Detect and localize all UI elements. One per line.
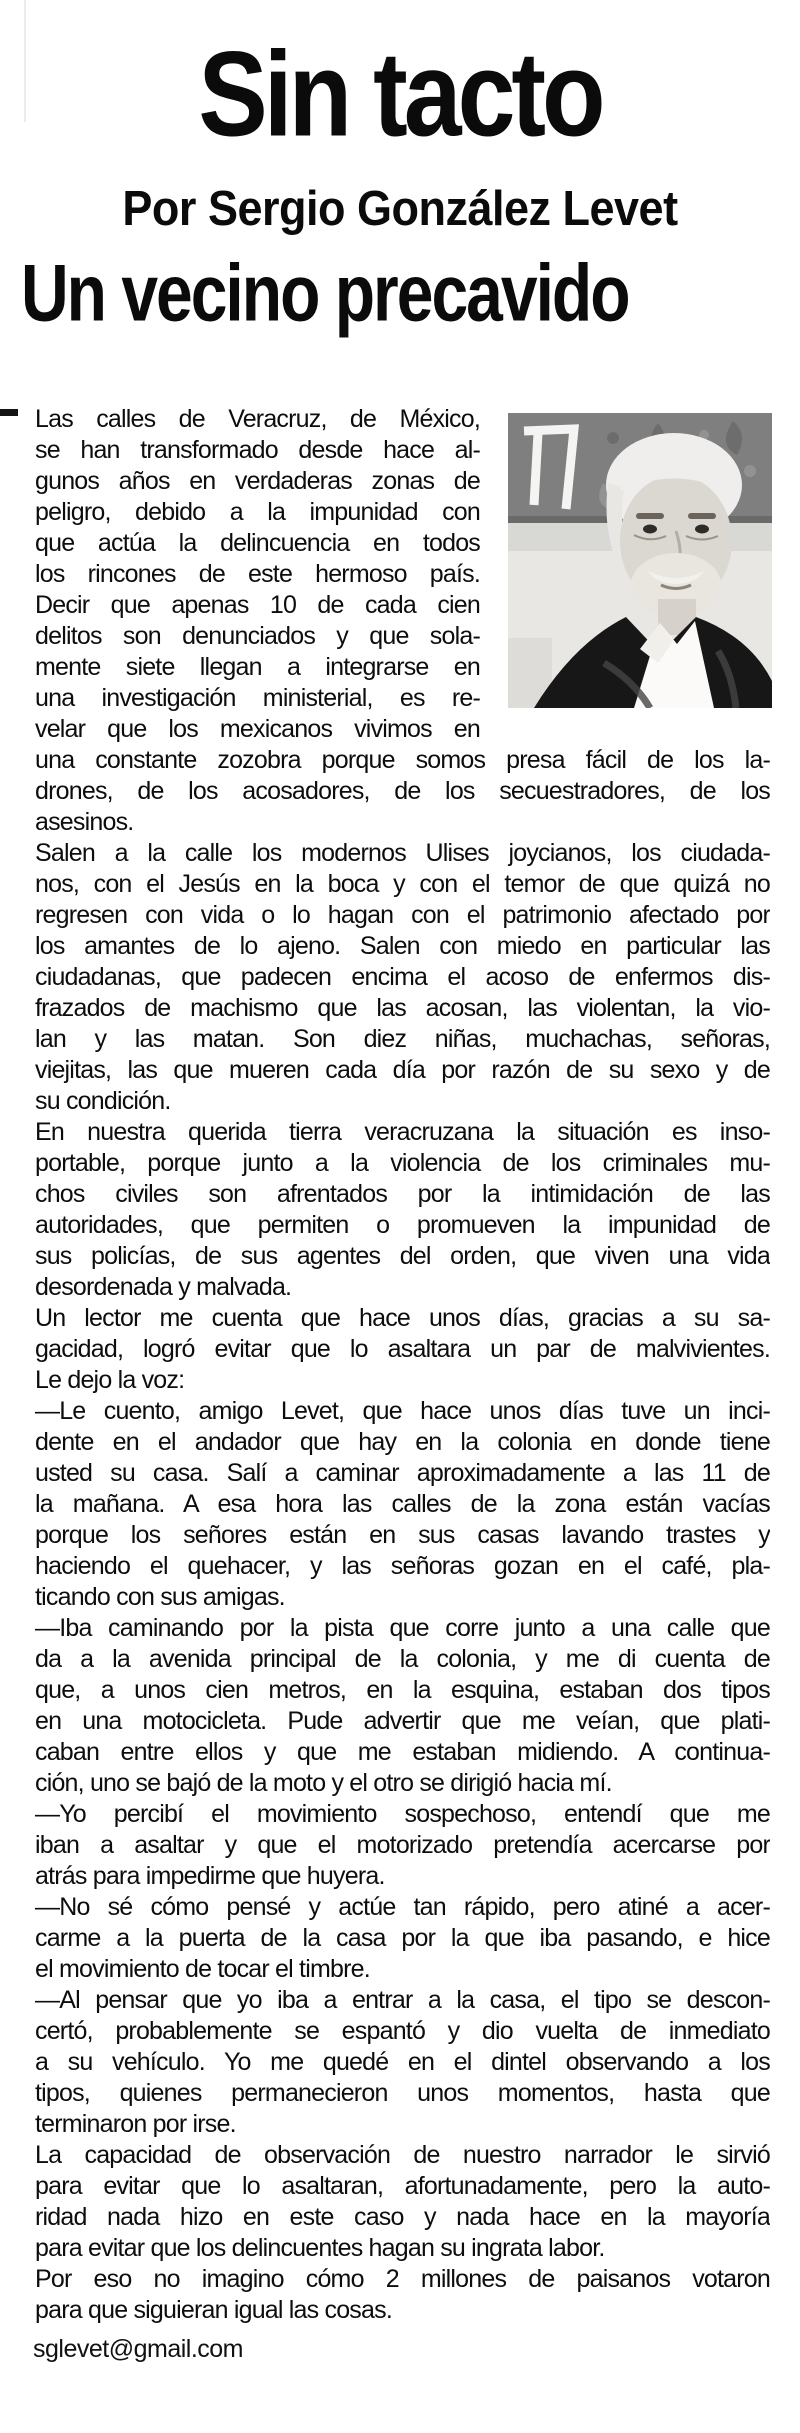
text-line: tipos, quienes permanecieron unos momentos, hasta que <box>35 2079 770 2107</box>
text-line: para que siguieran igual las cosas. <box>35 2296 392 2324</box>
text-line: la mañana. A esa hora las calles de la zona están vacías <box>35 1490 770 1518</box>
left-eyebrow <box>636 513 664 519</box>
text-line: Por eso no imagino cómo 2 millones de paisanos votaron <box>35 2265 770 2293</box>
text-line: —Le cuento, amigo Levet, que hace unos días tuve un inci- <box>35 1397 770 1425</box>
author-photo <box>508 413 772 708</box>
text-line: autoridades, que permiten o promueven la impunidad de <box>35 1211 770 1239</box>
text-line: drones, de los acosadores, de los secuestradores, de los <box>35 777 770 805</box>
text-line: La capacidad de observación de nuestro narrador le sirvió <box>35 2141 770 2169</box>
text-line: Decir que apenas 10 de cada cien <box>35 591 480 619</box>
text-line: regresen con vida o lo hagan con el patrimonio afectado por <box>35 901 770 929</box>
text-line: peligro, debido a la impunidad con <box>35 498 480 526</box>
text-line: en una motocicleta. Pude advertir que me veían, que plati- <box>35 1707 770 1735</box>
column-byline: Por Sergio González Levet <box>122 180 678 237</box>
text-line: iban a asaltar y que el motorizado pretendía acercarse por <box>35 1831 770 1859</box>
text-line: terminaron por irse. <box>35 2110 236 2138</box>
article-headline: Un vecino precavido <box>21 247 629 338</box>
text-line: —Yo percibí el movimiento sospechoso, entendí que me <box>35 1800 770 1828</box>
text-line: haciendo el quehacer, y las señoras gozan en el café, pla- <box>35 1552 770 1580</box>
text-line: Salen a la calle los modernos Ulises joycianos, los ciudada- <box>35 839 770 867</box>
text-line: carme a la puerta de la casa por la que iba pasando, e hice <box>35 1924 770 1952</box>
text-line: dente en el andador que hay en la colonia en donde tiene <box>35 1428 770 1456</box>
text-line: mente siete llegan a integrarse en <box>35 653 480 681</box>
text-line: Las calles de Veracruz, de México, <box>35 405 480 433</box>
text-line: frazados de machismo que las acosan, las violentan, la vio- <box>35 994 770 1022</box>
text-line: delitos son denunciados y que sola- <box>35 622 480 650</box>
text-line: —Iba caminando por la pista que corre junto a una calle que <box>35 1614 770 1642</box>
text-line: En nuestra querida tierra veracruzana la situación es inso- <box>35 1118 770 1146</box>
paragraph-start-dash <box>0 409 18 416</box>
text-line: los rincones de este hermoso país. <box>35 560 480 588</box>
right-eye <box>695 525 709 534</box>
text-line: viejitas, las que mueren cada día por razón de su sexo y de <box>35 1056 770 1084</box>
text-line: Un lector me cuenta que hace unos días, gracias a su sa- <box>35 1304 770 1332</box>
text-line: porque los señores están en sus casas lavando trastes y <box>35 1521 770 1549</box>
text-line: gacidad, logró evitar que lo asaltara un par de malvivientes. <box>35 1335 770 1363</box>
text-line: ticando con sus amigas. <box>35 1583 285 1611</box>
text-line: se han transformado desde hace al- <box>35 436 480 464</box>
contact-email: sglevet@gmail.com <box>33 2335 244 2363</box>
text-line: para evitar que los delincuentes hagan su ingrata labor. <box>35 2234 605 2262</box>
text-line: lan y las matan. Son diez niñas, muchachas, señoras, <box>35 1025 770 1053</box>
text-line: su condición. <box>35 1087 171 1115</box>
text-line: que, a unos cien metros, en la esquina, estaban dos tipos <box>35 1676 770 1704</box>
text-line: una constante zozobra porque somos presa fácil de los la- <box>35 746 770 774</box>
text-line: a su vehículo. Yo me quedé en el dintel observando a los <box>35 2048 770 2076</box>
text-line: usted su casa. Salí a caminar aproximadamente a las 11 de <box>35 1459 770 1487</box>
text-line: —Al pensar que yo iba a entrar a la casa, el tipo se descon- <box>35 1986 770 2014</box>
text-line: nos, con el Jesús en la boca y con el temor de que quizá no <box>35 870 770 898</box>
text-line: caban entre ellos y que me estaban midiendo. A continua- <box>35 1738 770 1766</box>
text-line: los amantes de lo ajeno. Salen con miedo en particular las <box>35 932 770 960</box>
column-title: Sin tacto <box>198 27 602 163</box>
text-line: portable, porque junto a la violencia de los criminales mu- <box>35 1149 770 1177</box>
article-body <box>35 404 770 2326</box>
text-line: que actúa la delincuencia en todos <box>35 529 480 557</box>
right-eyebrow <box>688 513 716 519</box>
text-line: gunos años en verdaderas zonas de <box>35 467 480 495</box>
text-line: para evitar que lo asaltaran, afortunadamente, pero la auto- <box>35 2172 770 2200</box>
text-line: atrás para impedirme que huyera. <box>35 1862 385 1890</box>
text-line: el movimiento de tocar el timbre. <box>35 1955 370 1983</box>
text-line: da a la avenida principal de la colonia, y me di cuenta de <box>35 1645 770 1673</box>
text-line: asesinos. <box>35 808 134 836</box>
text-line: ciudadanas, que padecen encima el acoso de enfermos dis- <box>35 963 770 991</box>
text-line: sus policías, de sus agentes del orden, que viven una vida <box>35 1242 770 1270</box>
text-line: certó, probablemente se espantó y dio vuelta de inmediato <box>35 2017 770 2045</box>
text-line: desordenada y malvada. <box>35 1273 292 1301</box>
left-eye <box>643 525 657 534</box>
text-line: ción, uno se bajó de la moto y el otro se dirigió hacia mí. <box>35 1769 612 1797</box>
text-line: velar que los mexicanos vivimos en <box>35 715 480 743</box>
text-line: ridad nada hizo en este caso y nada hace en la mayoría <box>35 2203 770 2231</box>
text-line: una investigación ministerial, es re- <box>35 684 480 712</box>
text-line: chos civiles son afrentados por la intimidación de las <box>35 1180 770 1208</box>
text-line: —No sé cómo pensé y actúe tan rápido, pero atiné a acer- <box>35 1893 770 1921</box>
text-line: Le dejo la voz: <box>35 1366 185 1394</box>
